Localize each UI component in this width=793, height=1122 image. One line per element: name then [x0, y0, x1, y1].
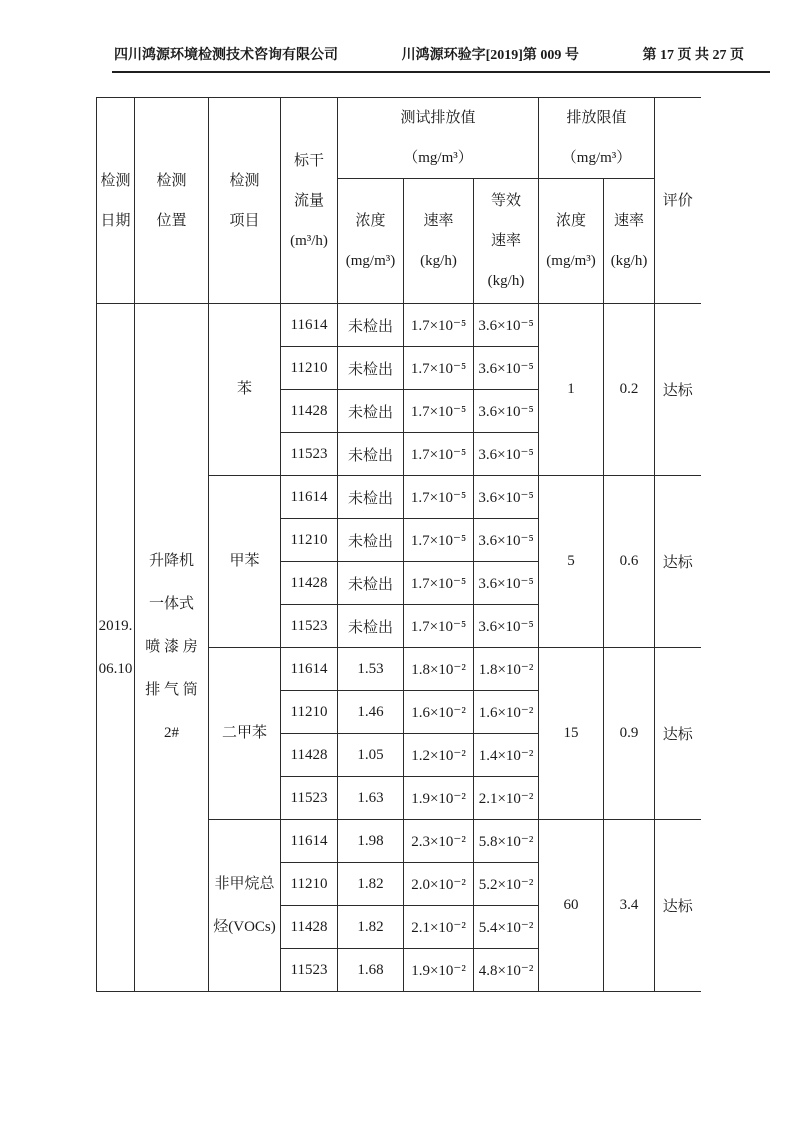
eq-rate-cell: 3.6×10⁻⁵: [474, 562, 539, 605]
rate-cell: 1.7×10⁻⁵: [404, 390, 474, 433]
line: 排放限值: [566, 110, 627, 126]
eq-rate-cell: 3.6×10⁻⁵: [474, 390, 539, 433]
flow-cell: 11428: [281, 734, 338, 777]
flow-cell: 11210: [281, 863, 338, 906]
line: (kg/h): [487, 273, 525, 289]
item-cell: 非甲烷总烃(VOCs): [209, 820, 281, 992]
line: 升降机: [148, 553, 194, 569]
limit-rate-cell: 0.9: [604, 648, 655, 820]
rate-cell: 1.6×10⁻²: [404, 691, 474, 734]
header-cell-eq-rate: [474, 179, 539, 304]
conc-cell: 未检出: [338, 347, 404, 390]
line: （mg/m³）: [403, 150, 473, 166]
header-row-groups: [97, 98, 701, 179]
header-cell-concentration: [338, 179, 404, 304]
conc-cell: 1.05: [338, 734, 404, 777]
eq-rate-cell: 4.8×10⁻²: [474, 949, 539, 992]
line: 速率: [491, 233, 522, 249]
eq-rate-cell: 3.6×10⁻⁵: [474, 347, 539, 390]
flow-cell: 11523: [281, 433, 338, 476]
flow-cell: 11428: [281, 906, 338, 949]
header-cell-item: [209, 98, 281, 304]
line: 标干: [293, 152, 324, 169]
header-group-test-values: [338, 98, 539, 179]
line: 项目: [229, 212, 260, 229]
conc-cell: 1.53: [338, 648, 404, 691]
conc-cell: 未检出: [338, 476, 404, 519]
conc-cell: 未检出: [338, 433, 404, 476]
rate-cell: 1.9×10⁻²: [404, 949, 474, 992]
eq-rate-cell: 3.6×10⁻⁵: [474, 433, 539, 476]
line: 位置: [156, 212, 187, 229]
conc-cell: 1.63: [338, 777, 404, 820]
limit-conc-cell: 1: [539, 304, 604, 476]
conc-cell: 1.82: [338, 863, 404, 906]
conc-cell: 未检出: [338, 562, 404, 605]
header-group-limits: [539, 98, 655, 179]
evaluation-cell: 达标: [655, 820, 701, 992]
rate-cell: 1.7×10⁻⁵: [404, 562, 474, 605]
eq-rate-cell: 5.2×10⁻²: [474, 863, 539, 906]
company-name: 四川鸿源环境检测技术咨询有限公司: [114, 48, 338, 63]
eq-rate-cell: 1.4×10⁻²: [474, 734, 539, 777]
eq-rate-cell: 1.6×10⁻²: [474, 691, 539, 734]
page-number: 第 17 页 共 27 页: [642, 48, 744, 63]
line: (m³/h): [290, 232, 328, 249]
rate-cell: 1.7×10⁻⁵: [404, 605, 474, 648]
limit-rate-cell: 3.4: [604, 820, 655, 992]
rate-cell: 1.7×10⁻⁵: [404, 519, 474, 562]
line: 测试排放值: [400, 110, 476, 126]
line: 检测: [100, 172, 131, 189]
line: 日期: [100, 212, 131, 229]
evaluation-cell: 达标: [655, 304, 701, 476]
rate-cell: 1.7×10⁻⁵: [404, 347, 474, 390]
header-cell-rate: [404, 179, 474, 304]
item-cell: 苯: [209, 304, 281, 476]
conc-cell: 1.98: [338, 820, 404, 863]
eq-rate-cell: 2.1×10⁻²: [474, 777, 539, 820]
table-row: [97, 304, 701, 347]
evaluation-cell: 达标: [655, 476, 701, 648]
flow-cell: 11523: [281, 949, 338, 992]
line: (mg/m³): [546, 253, 596, 269]
flow-cell: 11523: [281, 777, 338, 820]
item-cell: 二甲苯: [209, 648, 281, 820]
line: 浓度: [556, 213, 587, 229]
limit-conc-cell: 5: [539, 476, 604, 648]
conc-cell: 1.82: [338, 906, 404, 949]
header-cell-limit-rate: [604, 179, 655, 304]
flow-cell: 11210: [281, 519, 338, 562]
line: 速率: [614, 213, 645, 229]
rate-cell: 2.0×10⁻²: [404, 863, 474, 906]
line: 检测: [229, 172, 260, 189]
flow-cell: 11428: [281, 562, 338, 605]
eq-rate-cell: 5.8×10⁻²: [474, 820, 539, 863]
rate-cell: 1.9×10⁻²: [404, 777, 474, 820]
doc-number: 川鸿源环验字[2019]第 009 号: [401, 48, 579, 63]
flow-cell: 11523: [281, 605, 338, 648]
date-cell: [97, 304, 135, 992]
eq-rate-cell: 3.6×10⁻⁵: [474, 605, 539, 648]
line: (kg/h): [610, 253, 648, 269]
header-cell-location: [135, 98, 209, 304]
line: 等效: [491, 193, 522, 209]
rate-cell: 1.7×10⁻⁵: [404, 433, 474, 476]
flow-cell: 11614: [281, 304, 338, 347]
line: 排 气 筒: [145, 682, 198, 698]
line: (kg/h): [420, 253, 457, 269]
conc-cell: 1.46: [338, 691, 404, 734]
rate-cell: 1.7×10⁻⁵: [404, 476, 474, 519]
line: 2019.: [98, 617, 133, 634]
line: 一体式: [148, 596, 194, 612]
line: 流量: [293, 192, 324, 209]
rate-cell: 2.1×10⁻²: [404, 906, 474, 949]
evaluation-cell: 达标: [655, 648, 701, 820]
rate-cell: 2.3×10⁻²: [404, 820, 474, 863]
line: 2#: [164, 725, 179, 741]
header-cell-flow: [281, 98, 338, 304]
flow-cell: 11428: [281, 390, 338, 433]
line: (mg/m³): [345, 253, 396, 269]
line: 06.10: [98, 660, 133, 677]
eq-rate-cell: 3.6×10⁻⁵: [474, 304, 539, 347]
eq-rate-cell: 5.4×10⁻²: [474, 906, 539, 949]
line: 喷 漆 房: [145, 639, 198, 655]
flow-cell: 11210: [281, 691, 338, 734]
emission-test-table: [96, 97, 701, 992]
page-header: [112, 44, 770, 73]
flow-cell: 11210: [281, 347, 338, 390]
line: 检测: [156, 172, 187, 189]
header-cell-limit-concentration: [539, 179, 604, 304]
conc-cell: 未检出: [338, 390, 404, 433]
conc-cell: 未检出: [338, 519, 404, 562]
line: 速率: [423, 213, 454, 229]
rate-cell: 1.8×10⁻²: [404, 648, 474, 691]
limit-rate-cell: 0.2: [604, 304, 655, 476]
limit-conc-cell: 60: [539, 820, 604, 992]
conc-cell: 未检出: [338, 605, 404, 648]
item-cell: 甲苯: [209, 476, 281, 648]
conc-cell: 未检出: [338, 304, 404, 347]
limit-rate-cell: 0.6: [604, 476, 655, 648]
eq-rate-cell: 3.6×10⁻⁵: [474, 519, 539, 562]
conc-cell: 1.68: [338, 949, 404, 992]
limit-conc-cell: 15: [539, 648, 604, 820]
eq-rate-cell: 1.8×10⁻²: [474, 648, 539, 691]
flow-cell: 11614: [281, 648, 338, 691]
rate-cell: 1.7×10⁻⁵: [404, 304, 474, 347]
flow-cell: 11614: [281, 476, 338, 519]
flow-cell: 11614: [281, 820, 338, 863]
rate-cell: 1.2×10⁻²: [404, 734, 474, 777]
line: 浓度: [355, 213, 386, 229]
eq-rate-cell: 3.6×10⁻⁵: [474, 476, 539, 519]
header-cell-date: [97, 98, 135, 304]
location-cell: [135, 304, 209, 992]
header-cell-evaluation: 评价: [655, 98, 701, 304]
line: （mg/m³）: [561, 150, 632, 166]
